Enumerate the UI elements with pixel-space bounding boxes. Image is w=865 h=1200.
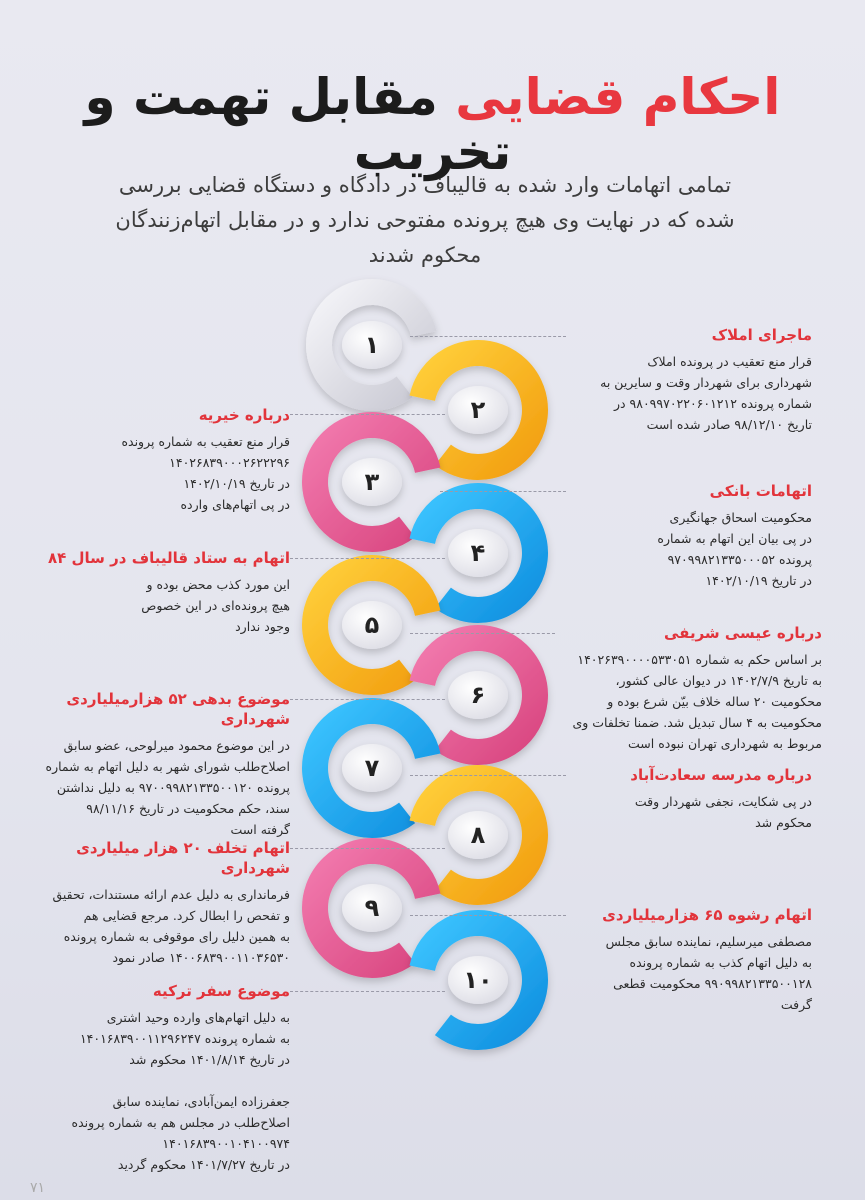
title-highlight: احکام قضایی bbox=[455, 68, 781, 126]
number-disc-6 bbox=[448, 671, 508, 719]
leader-line-10 bbox=[290, 991, 445, 992]
item-block-8 bbox=[30, 838, 290, 968]
item-block-7 bbox=[572, 765, 812, 833]
item-block-1 bbox=[572, 325, 812, 435]
number-disc-8 bbox=[448, 811, 508, 859]
leader-line-3 bbox=[440, 491, 566, 492]
leader-line-5 bbox=[410, 633, 555, 634]
item-block-9 bbox=[572, 905, 812, 1015]
leader-line-1 bbox=[410, 336, 566, 337]
item-heading-8: اتهام تخلف ۲۰ هزار میلیاردی شهرداری bbox=[76, 839, 290, 877]
number-label-1: ۱ bbox=[364, 331, 380, 359]
leader-line-2 bbox=[290, 414, 445, 415]
number-label-8: ۸ bbox=[470, 821, 486, 849]
number-label-4: ۴ bbox=[470, 539, 486, 567]
item-heading-2: درباره خیریه bbox=[198, 406, 290, 424]
number-label-7: ۷ bbox=[364, 754, 380, 782]
item-body-4: این مورد کذب محض بوده و هیچ پرونده‌ای در این خصوص وجود ندارد bbox=[141, 577, 290, 634]
item-body-10: به دلیل اتهام‌های وارده وحید اشتری به شماره پرونده ۱۴۰۱۶۸۳۹۰۰۱۱۲۹۶۲۴۷ در تاریخ ۱۴۰۱/۸/۱۴ محکوم شد جعفرزاده ایمن‌آبادی، نماینده سابق اصلاح‌طلب در مجلس هم به شماره پرونده ۱۴۰۱۶۸۳۹۰۰۱۰۴۱۰۰۹۷۴ در تاریخ ۱۴۰۱/۷/۲۷ محکوم گردید bbox=[71, 1010, 290, 1172]
item-block-4 bbox=[30, 548, 290, 637]
item-heading-1: ماجرای املاک bbox=[711, 326, 812, 344]
leader-line-4 bbox=[290, 558, 445, 559]
item-heading-7: درباره مدرسه سعادت‌آباد bbox=[630, 766, 812, 784]
number-label-6: ۶ bbox=[470, 681, 486, 709]
item-body-5: بر اساس حکم به شماره ۱۴۰۲۶۳۹۰۰۰۰۵۳۳۰۵۱ به تاریخ ۱۴۰۲/۷/۹ در دیوان عالی کشور، محکومیت ۲۰ ساله خلاف بیّن شرع بوده و محکومیت به ۴ سال تبدیل شد. ضمنا تخلفات وی مربوط به شهرداری تهران نبوده است bbox=[572, 652, 822, 751]
item-block-5 bbox=[560, 623, 822, 754]
item-heading-5: درباره عیسی شریفی bbox=[663, 624, 822, 642]
item-body-9: مصطفی میرسلیم، نماینده سابق مجلس به دلیل اتهام کذب به شماره پرونده ۹۹۰۹۹۸۲۱۳۳۵۰۰۱۲۸ محکومیت قطعی گرفت bbox=[605, 934, 812, 1012]
leader-line-9 bbox=[410, 915, 566, 916]
number-disc-3 bbox=[342, 458, 402, 506]
title-main: مقابل تهمت و تخریب bbox=[84, 68, 512, 181]
item-block-6 bbox=[30, 689, 290, 840]
number-label-9: ۹ bbox=[364, 894, 380, 922]
number-label-10: ۱۰ bbox=[463, 966, 493, 994]
leader-line-8 bbox=[290, 848, 445, 849]
number-disc-7 bbox=[342, 744, 402, 792]
item-body-3: محکومیت اسحاق جهانگیری در پی بیان این اتهام به شماره پرونده ۹۷۰۹۹۸۲۱۳۳۵۰۰۰۵۲ در تاریخ ۱۴۰۲/۱۰/۱۹ bbox=[657, 510, 812, 588]
number-disc-2 bbox=[448, 386, 508, 434]
number-label-3: ۳ bbox=[364, 468, 380, 496]
intro-text: تمامی اتهامات وارد شده به قالیباف در دادگاه و دستگاه قضایی بررسی شده که در نهایت وی هیچ پرونده مفتوحی ندارد و در مقابل اتهام‌زنندگان محکوم شدند bbox=[115, 173, 735, 267]
item-body-7: در پی شکایت، نجفی شهردار وقت محکوم شد bbox=[634, 794, 812, 830]
item-body-1: قرار منع تعقیب در پرونده املاک شهرداری برای شهردار وقت و سایرین به شماره پرونده ۹۸۰۹۹۷۰۲۲۰۶۰۱۲۱۲ در تاریخ ۹۸/۱۲/۱۰ صادر شده است bbox=[600, 354, 812, 432]
number-label-5: ۵ bbox=[364, 611, 380, 639]
number-disc-10 bbox=[448, 956, 508, 1004]
item-heading-9: اتهام رشوه ۶۵ هزارمیلیاردی bbox=[602, 906, 812, 924]
item-body-8: فرمانداری به دلیل عدم ارائه مستندات، تحقیق و تفحص را ابطال کرد. مرجع قضایی هم به همین دلیل رای موقوفی به شماره پرونده ۱۴۰۰۶۸۳۹۰۰۱۱۰۳۶۵۳۰ صادر نمود bbox=[52, 887, 290, 965]
item-body-6: در این موضوع محمود میرلوحی، عضو سابق اصلاح‌طلب شورای شهر به دلیل اتهام به شماره پرونده ۹۷۰۰۹۹۸۲۱۳۳۵۰۰۱۲۰ به دلیل نداشتن سند، حکم محکومیت در تاریخ ۹۸/۱۱/۱۶ گرفته است bbox=[45, 738, 290, 837]
item-block-10 bbox=[30, 981, 290, 1175]
leader-line-6 bbox=[290, 699, 445, 700]
item-heading-3: اتهامات بانکی bbox=[709, 482, 812, 500]
number-disc-9 bbox=[342, 884, 402, 932]
leader-line-7 bbox=[410, 775, 566, 776]
number-disc-4 bbox=[448, 529, 508, 577]
number-label-2: ۲ bbox=[470, 396, 486, 424]
page-corner-mark: ۷۱ bbox=[30, 1180, 46, 1196]
item-block-3 bbox=[572, 481, 812, 591]
item-heading-4: اتهام به ستاد قالیباف در سال ۸۴ bbox=[47, 549, 290, 567]
item-heading-10: موضوع سفر ترکیه bbox=[152, 982, 290, 1000]
item-body-2: قرار منع تعقیب به شماره پرونده ۱۴۰۲۶۸۳۹۰۰۰۲۶۲۲۲۹۶ در تاریخ ۱۴۰۲/۱۰/۱۹ در پی اتهام‌های وارده bbox=[121, 434, 290, 512]
item-block-2 bbox=[30, 405, 290, 515]
number-disc-5 bbox=[342, 601, 402, 649]
item-heading-6: موضوع بدهی ۵۲ هزارمیلیاردی شهرداری bbox=[66, 690, 290, 728]
number-disc-1 bbox=[342, 321, 402, 369]
